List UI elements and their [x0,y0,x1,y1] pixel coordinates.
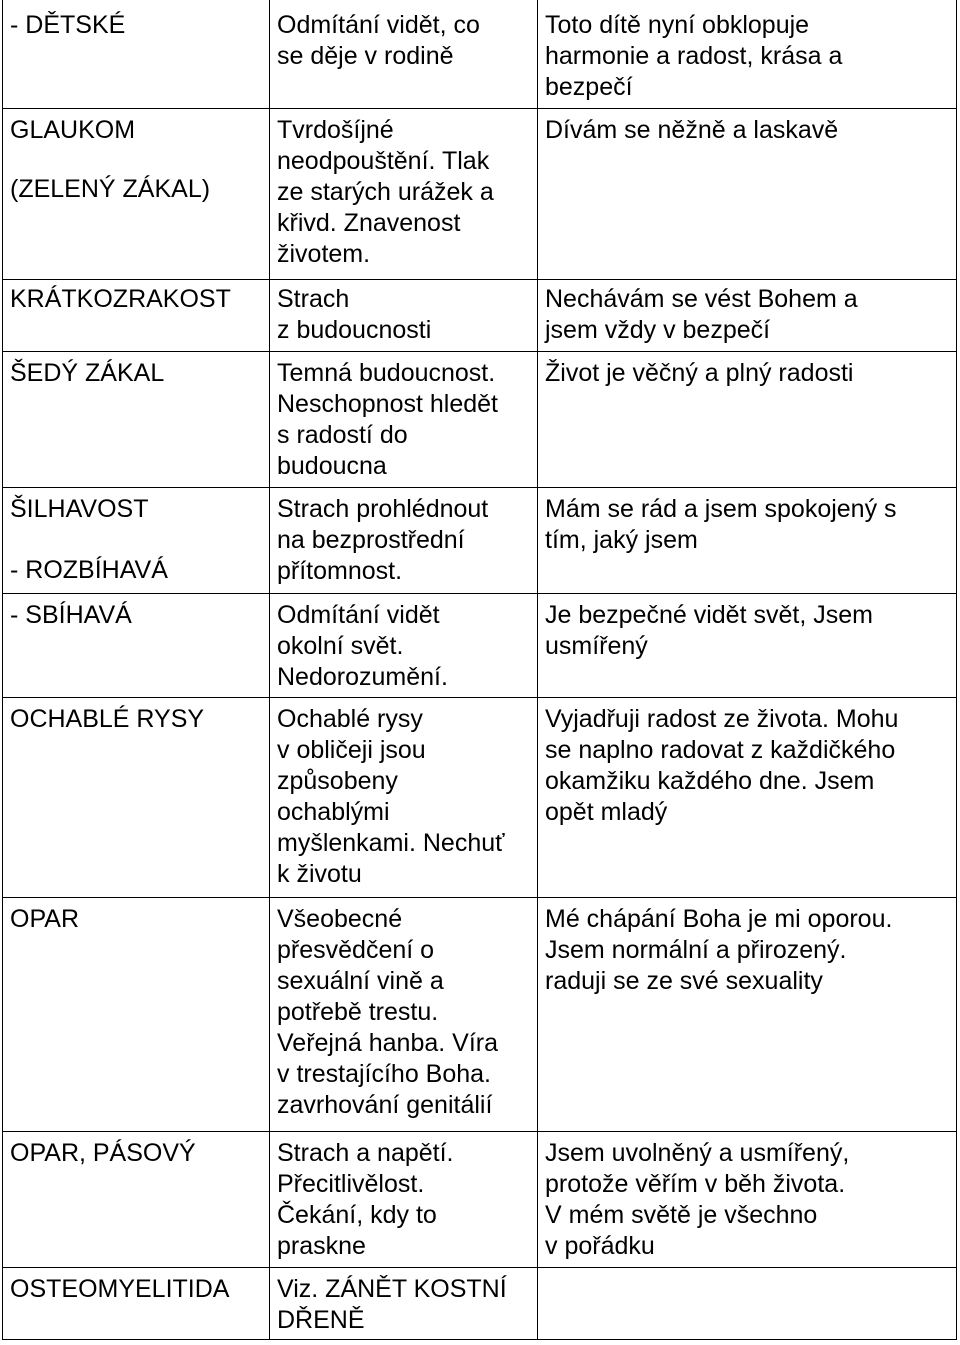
condition-cell: - DĚTSKÉ [10,11,126,39]
table-row-divider [2,1131,957,1132]
table-row-divider [2,351,957,352]
cause-cell: Viz. ZÁNĚT KOSTNÍ DŘENĚ [277,1275,507,1334]
cause-cell: Strach a napětí. Přecitlivělost. Čekání, kdy to praskne [277,1139,454,1260]
cause-cell: Odmítání vidět okolní svět. Nedorozumění. [277,601,448,691]
condition-cell: OCHABLÉ RYSY [10,705,205,733]
table-row-divider [2,487,957,488]
table-column-divider-1 [269,0,270,1340]
table-row-divider [2,897,957,898]
affirmation-cell: Dívám se něžně a laskavě [545,116,839,144]
condition-cell: ŠEDÝ ZÁKAL [10,359,165,387]
table-row-divider [2,279,957,280]
affirmation-cell: Nechávám se vést Bohem a jsem vždy v bezpečí [545,285,858,344]
affirmation-cell: Vyjadřuji radost ze života. Mohu se naplno radovat z každičkého okamžiku každého dne. Jsem opět mladý [545,705,899,826]
condition-subtype: - ROZBÍHAVÁ [10,556,168,584]
table-column-divider-2 [537,0,538,1340]
cause-cell: Odmítání vidět, co se děje v rodině [277,11,480,70]
affirmation-cell: Mám se rád a jsem spokojený s tím, jaký jsem [545,495,897,554]
condition-cell: ŠILHAVOST [10,495,149,523]
cause-cell: Temná budoucnost. Neschopnost hledět s radostí do budoucna [277,359,498,480]
affirmation-cell: Jsem uvolněný a usmířený, protože věřím v běh života. V mém světě je všechno v pořádku [545,1139,850,1260]
condition-cell: OPAR [10,905,79,933]
affirmation-cell: Život je věčný a plný radosti [545,359,854,387]
table-row-divider [2,1267,957,1268]
affirmation-cell: Toto dítě nyní obklopuje harmonie a radost, krása a bezpečí [545,11,843,101]
table-border-right [956,0,957,1340]
table-border-left [2,0,3,1340]
cause-cell: Strach prohlédnout na bezprostřední přítomnost. [277,495,489,585]
affirmation-cell: Je bezpečné vidět svět, Jsem usmířený [545,601,873,660]
cause-cell: Ochablé rysy v obličeji jsou způsobeny ochablými myšlenkami. Nechuť k životu [277,705,505,888]
condition-cell: - SBÍHAVÁ [10,601,132,629]
condition-cell: KRÁTKOZRAKOST [10,285,231,313]
cause-cell: Všeobecné přesvědčení o sexuální vině a potřebě trestu. Veřejná hanba. Víra v trestajícího Boha. zavrhování genitálií [277,905,498,1119]
table-row-divider [2,108,957,109]
condition-cell: OPAR, PÁSOVÝ [10,1139,196,1167]
condition-cell: OSTEOMYELITIDA [10,1275,230,1303]
condition-alt-name: (ZELENÝ ZÁKAL) [10,175,211,203]
cause-cell: Tvrdošíjné neodpouštění. Tlak ze starých urážek a křivd. Znavenost životem. [277,116,494,268]
affirmation-cell: Mé chápání Boha je mi oporou. Jsem normální a přirozený. raduji se ze své sexuality [545,905,893,995]
condition-cell: GLAUKOM [10,116,136,144]
cause-cell: Strach z budoucnosti [277,285,432,344]
table-row-divider [2,697,957,698]
table-row-divider [2,593,957,594]
table-border-bottom [2,1339,957,1340]
